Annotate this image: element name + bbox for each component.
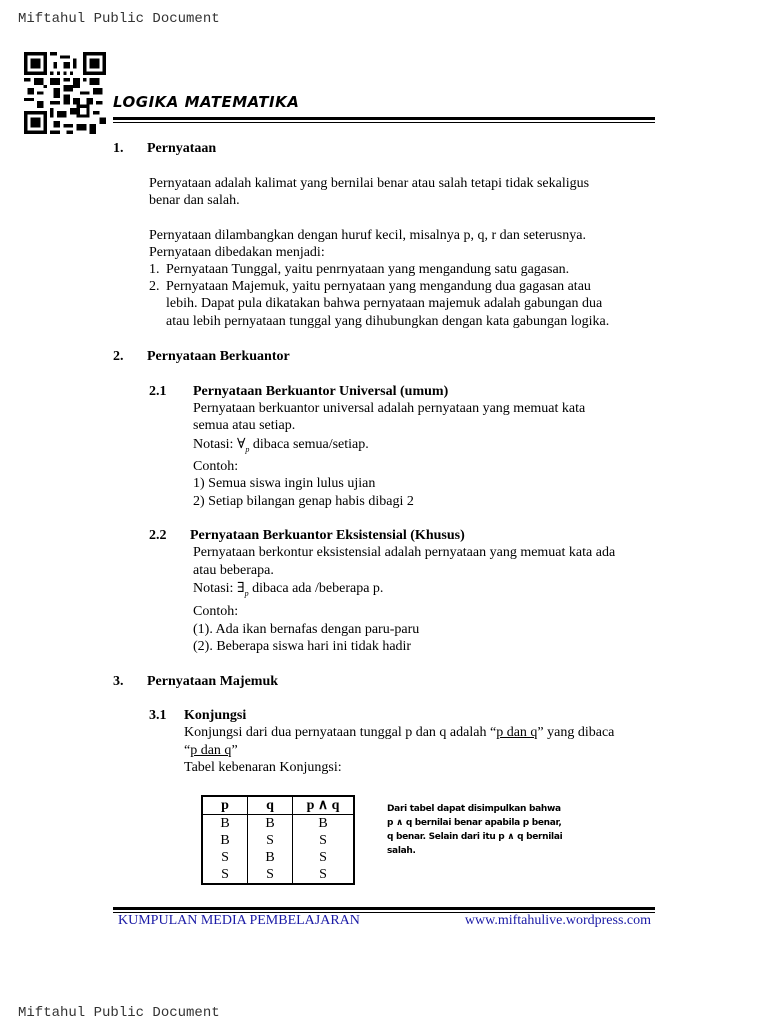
- note-line-2: p ∧ q bernilai benar apabila p benar,: [387, 818, 562, 828]
- table-row: [202, 815, 354, 833]
- table-cell: S: [293, 832, 355, 849]
- table-cell: S: [293, 849, 355, 866]
- note-line-3: q benar. Selain dari itu p ∧ q bernilai: [387, 832, 563, 842]
- table-header-p-and-q: p ∧ q: [293, 796, 355, 815]
- s21-example-1: 1) Semua siswa ingin lulus ujian: [193, 476, 376, 491]
- section-2-heading: Pernyataan Berkuantor: [147, 349, 290, 364]
- title-rule-thin: [113, 122, 655, 123]
- qr-code: [24, 52, 106, 134]
- s22-notasi: [193, 580, 383, 602]
- s22-example-1: (1). Ada ikan bernafas dengan paru-paru: [193, 622, 420, 637]
- s21-notasi: [193, 436, 369, 458]
- s1-para2-line1: Pernyataan dilambangkan dengan huruf kecil, misalnya p, q, r dan seterusnya.: [149, 228, 586, 243]
- s31-line2: [184, 742, 238, 759]
- table-row: [202, 832, 354, 849]
- section-2-1-heading: Pernyataan Berkuantor Universal (umum): [193, 384, 449, 399]
- s21-notasi-label: Notasi:: [193, 437, 234, 452]
- section-2-number: 2.: [113, 349, 124, 364]
- note-line-4: salah.: [387, 846, 416, 856]
- section-3-number: 3.: [113, 674, 124, 689]
- table-cell: B: [248, 849, 293, 866]
- footer-rule-thick: [113, 907, 655, 910]
- s1-para1-line2: benar dan salah.: [149, 193, 240, 208]
- table-cell: S: [293, 866, 355, 884]
- s31-line1-start: Konjungsi dari dua pernyataan tunggal p dan q adalah “: [184, 725, 497, 740]
- title-rule-thick: [113, 117, 655, 120]
- table-cell: S: [248, 866, 293, 884]
- s1-para2-line2: Pernyataan dibedakan menjadi:: [149, 245, 325, 260]
- table-row: [202, 849, 354, 866]
- footer-watermark: Miftahul Public Document: [18, 1005, 220, 1021]
- section-3-1-number: 3.1: [149, 708, 167, 723]
- section-1-heading: Pernyataan: [147, 141, 217, 156]
- table-header-q: q: [248, 796, 293, 815]
- header-watermark: Miftahul Public Document: [18, 11, 220, 27]
- list-item-2-line1: Pernyataan Majemuk, yaitu pernyataan yang mengandung dua gagasan atau: [166, 279, 591, 294]
- s21-line2: semua atau setiap.: [193, 418, 296, 433]
- section-2-2-heading: Pernyataan Berkuantor Eksistensial (Khusus): [190, 528, 465, 543]
- forall-symbol: ∀: [236, 437, 246, 452]
- table-cell: B: [202, 832, 248, 849]
- list-item-1: Pernyataan Tunggal, yaitu penrnyataan yang mengandung satu gagasan.: [166, 262, 570, 277]
- section-3-heading: Pernyataan Majemuk: [147, 674, 279, 689]
- page-title: LOGIKA MATEMATIKA: [113, 93, 300, 111]
- table-cell: B: [202, 815, 248, 833]
- truth-table-konjungsi: [201, 795, 355, 885]
- s22-notasi-label: Notasi:: [193, 581, 234, 596]
- table-cell: B: [248, 815, 293, 833]
- s31-line2-start: “: [184, 743, 191, 758]
- table-cell: S: [202, 866, 248, 884]
- table-cell: B: [293, 815, 355, 833]
- s22-line1: Pernyataan berkontur eksistensial adalah pernyataan yang memuat kata ada: [193, 545, 616, 560]
- list-item-1-number: 1.: [149, 262, 160, 277]
- s31-line2-end: ”: [231, 743, 238, 758]
- table-header-row: [202, 796, 354, 815]
- section-2-1-number: 2.1: [149, 384, 167, 399]
- table-header-p: p: [202, 796, 248, 815]
- exists-symbol: ∃: [236, 581, 245, 596]
- s1-para1-line1: Pernyataan adalah kalimat yang bernilai benar atau salah tetapi tidak sekaligus: [149, 176, 590, 191]
- s21-notasi-text: dibaca semua/setiap.: [252, 437, 369, 452]
- s31-line1-underlined: p dan q: [496, 725, 538, 740]
- section-1-number: 1.: [113, 141, 124, 156]
- s21-contoh: Contoh:: [193, 459, 239, 474]
- list-item-2-line2: lebih. Dapat pula dikatakan bahwa pernyataan majemuk adalah gabungan dua: [166, 296, 603, 311]
- s22-contoh: Contoh:: [193, 604, 239, 619]
- table-row: [202, 866, 354, 884]
- s21-line1: Pernyataan berkuantor universal adalah pernyataan yang memuat kata: [193, 401, 586, 416]
- footer-website-link[interactable]: www.miftahulive.wordpress.com: [464, 913, 651, 928]
- s31-line3: Tabel kebenaran Konjungsi:: [184, 760, 342, 775]
- s31-line1: [184, 724, 614, 741]
- table-cell: S: [248, 832, 293, 849]
- s22-example-2: (2). Beberapa siswa hari ini tidak hadir: [193, 639, 412, 654]
- s31-line2-underlined: p dan q: [190, 743, 232, 758]
- forall-subscript: p: [245, 444, 250, 454]
- table-cell: S: [202, 849, 248, 866]
- exists-subscript: p: [244, 588, 249, 598]
- footer-left-text: KUMPULAN MEDIA PEMBELAJARAN: [118, 913, 360, 928]
- note-line-1: Dari tabel dapat disimpulkan bahwa: [387, 804, 561, 814]
- s31-line1-end: ” yang dibaca: [537, 725, 615, 740]
- s22-line2: atau beberapa.: [193, 563, 274, 578]
- section-3-1-heading: Konjungsi: [184, 708, 247, 723]
- list-item-2-number: 2.: [149, 279, 160, 294]
- section-2-2-number: 2.2: [149, 528, 167, 543]
- table-conclusion-note: [387, 802, 567, 858]
- list-item-2-line3: atau lebih pernyataan tunggal yang dihubungkan dengan kata gabungan logika.: [166, 314, 610, 329]
- s21-example-2: 2) Setiap bilangan genap habis dibagi 2: [193, 494, 414, 509]
- s22-notasi-text: dibaca ada /beberapa p.: [252, 581, 384, 596]
